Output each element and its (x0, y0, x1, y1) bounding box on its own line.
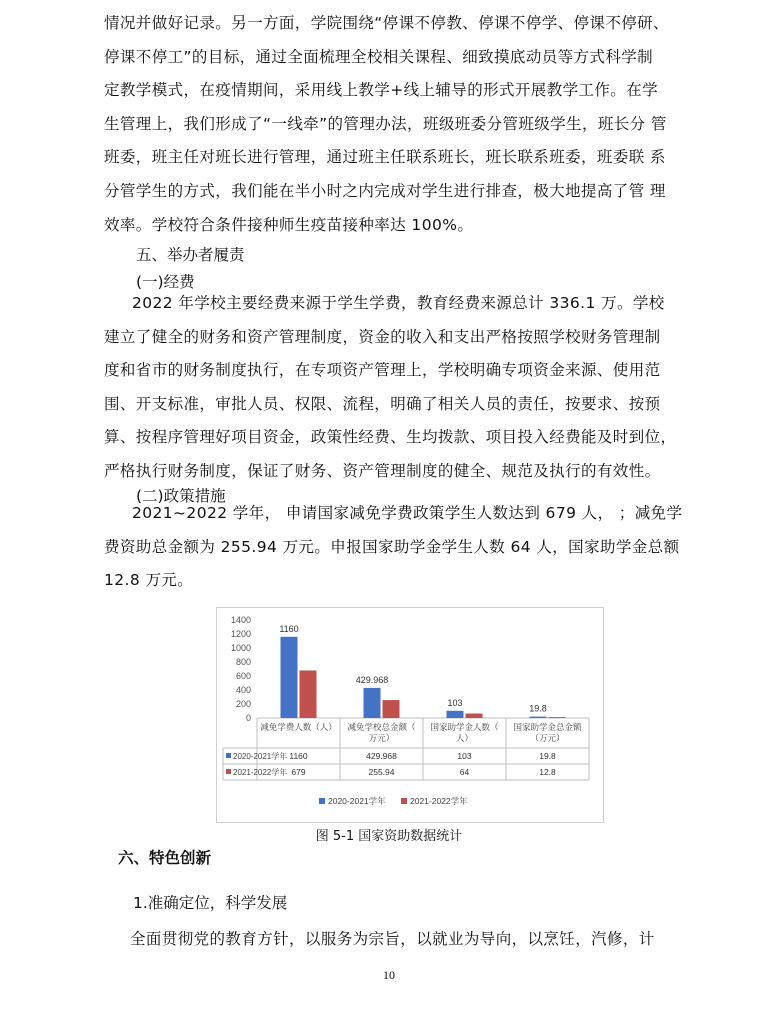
data-label: 19.8 (529, 703, 547, 714)
aid-statistics-chart (217, 608, 603, 822)
bar-2021-2022 (300, 670, 317, 718)
bar-2021-2022 (549, 717, 566, 718)
text-line: 建立了健全的财务和资产管理制度，资金的收入和支出严格按照学校财务管理制 (104, 327, 661, 346)
legend-key-swatch (226, 769, 231, 774)
section-heading-6: 六、特色创新 (118, 849, 212, 867)
table-cell: 679 (291, 767, 306, 777)
bar-2021-2022 (383, 700, 400, 718)
text-line: 严格执行财务制度，保证了财务、资产管理制度的健全、规范及执行的有效性。 (104, 461, 661, 480)
category-label: 国家助学金总金额 (513, 722, 582, 732)
bar-2020-2021 (447, 711, 464, 718)
legend-label: 2021-2022学年 (410, 796, 468, 806)
y-tick-label: 200 (235, 699, 251, 709)
y-tick-label: 1200 (230, 629, 251, 639)
y-tick-label: 600 (235, 671, 251, 681)
paragraph-education-policy (104, 923, 664, 957)
text-line: 情况并做好记录。另一方面，学院围绕“停课不停教、停课不停学、停课不停研、 (104, 14, 669, 32)
text-line: 围、开支标准，审批人员、权限、流程，明确了相关人员的责任，按要求、按预 (104, 394, 661, 413)
legend-label: 2020-2021学年 (328, 796, 386, 806)
table-cell: 1160 (289, 751, 308, 761)
paragraph-policy (104, 497, 683, 598)
y-tick-label: 1400 (230, 615, 251, 625)
y-tick-label: 800 (235, 657, 251, 667)
bar-2020-2021 (281, 637, 298, 718)
data-label: 429.968 (355, 674, 389, 685)
text-line: 分管学生的方式，我们能在半小时之内完成对学生进行排查，极大地提高了管 理 (104, 181, 666, 200)
subheading-funding: (一)经费 (136, 273, 195, 291)
text-line: 全面贯彻党的教育方针，以服务为宗旨，以就业为导向，以烹饪，汽修，计 (130, 930, 655, 948)
text-line: 费资助总金额为 255.94 万元。申报国家助学金学生人数 64 人，国家助学金总额 (104, 537, 680, 556)
bar-2020-2021 (364, 688, 381, 718)
text-line: 定教学模式，在疫情期间，采用线上教学+线上辅导的形式开展教学工作。在学 (104, 81, 658, 100)
text-line: 2022 年学校主要经费来源于学生学费，教育经费来源总计 336.1 万。学校 (132, 294, 665, 312)
figure-caption: 图 5-1 国家资助数据统计 (315, 829, 463, 844)
paragraph-epidemic-management (104, 7, 669, 242)
text-line: 算、按程序管理好项目资金，政策性经费、生均拨款、项目投入经费能及时到位， (104, 428, 677, 447)
paragraph-funding (104, 287, 677, 489)
category-label: 减免学校总金额（ (347, 722, 416, 732)
category-label: 万元） (368, 733, 395, 743)
data-label: 1160 (279, 623, 299, 634)
category-label: 减免学费人数（人） (260, 722, 337, 732)
legend-key-swatch (226, 753, 231, 758)
category-label: 国家助学金人数（ (430, 722, 499, 732)
category-label: 人） (455, 733, 474, 743)
y-tick-label: 1000 (230, 643, 251, 653)
table-cell: 19.8 (539, 751, 556, 761)
text-line: 12.8 万元。 (104, 571, 194, 590)
table-row-label: 2021-2022学年 (233, 768, 288, 777)
chart-frame (216, 607, 604, 823)
table-cell: 12.8 (539, 767, 556, 777)
category-label: （万元） (530, 733, 565, 743)
table-cell: 429.968 (366, 751, 397, 761)
page-number: 10 (383, 968, 395, 982)
table-cell: 255.94 (368, 767, 395, 777)
list-item-heading: 1.准确定位，科学发展 (133, 894, 288, 912)
table-cell: 103 (457, 751, 472, 761)
text-line: 停课不停工”的目标，通过全面梳理全校相关课程、细致摸底动员等方式科学制 (104, 47, 654, 66)
legend-swatch (319, 798, 325, 804)
table-row-label: 2020-2021学年 (233, 752, 288, 761)
y-tick-label: 400 (235, 685, 251, 695)
text-line: 效率。学校符合条件接种师生疫苗接种率达 100%。 (104, 215, 474, 234)
legend-swatch (401, 798, 407, 804)
data-label: 103 (447, 697, 463, 708)
table-cell: 64 (459, 767, 470, 777)
subheading-policy: (二)政策措施 (136, 487, 226, 505)
bar-2020-2021 (530, 717, 547, 718)
y-tick-label: 0 (245, 713, 251, 723)
text-line: 2021~2022 学年， 申请国家减免学费政策学生人数达到 679 人， ；减免学 (132, 504, 683, 522)
text-line: 度和省市的财务制度执行，在专项资产管理上，学校明确专项资金来源、使用范 (104, 361, 661, 380)
bar-2021-2022 (466, 714, 483, 718)
section-heading-5: 五、举办者履责 (136, 246, 245, 264)
text-line: 班委，班主任对班长进行管理，通过班主任联系班长，班长联系班委，班委联 系 (104, 148, 666, 167)
text-line: 生管理上，我们形成了“一线牵”的管理办法，班级班委分管班级学生，班长分 管 (104, 114, 667, 133)
